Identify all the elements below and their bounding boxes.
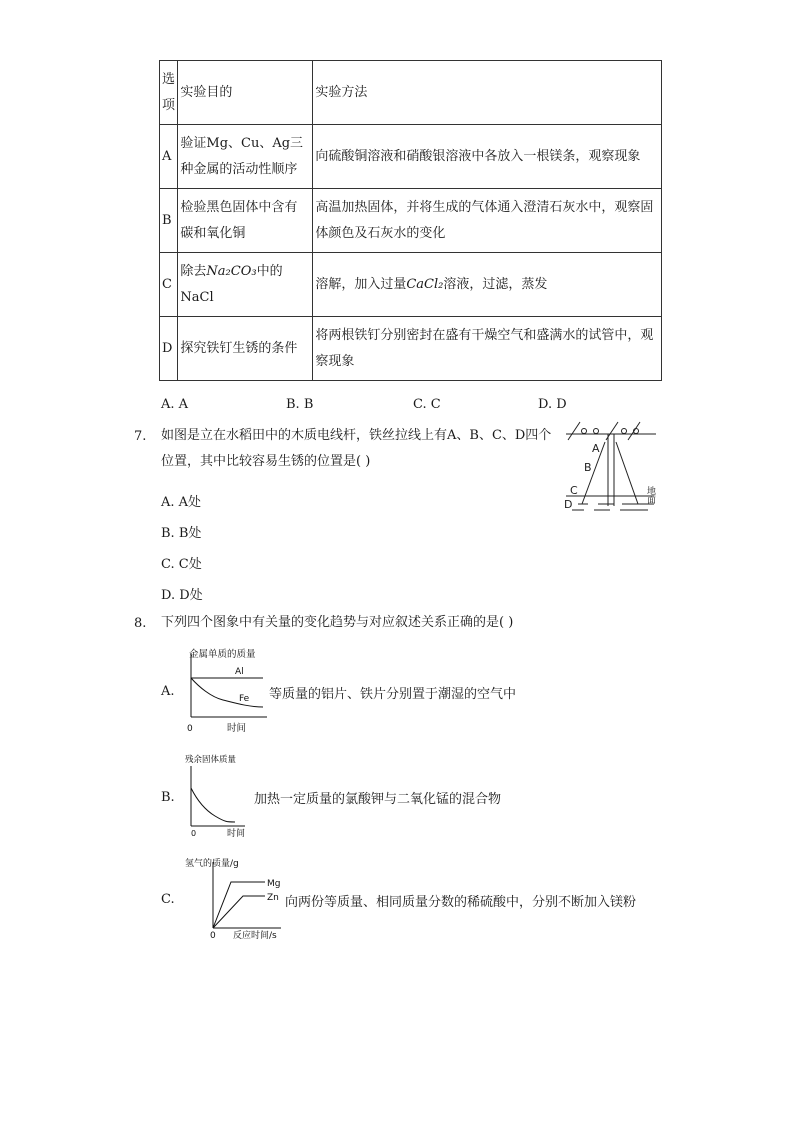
series-zn-line — [213, 896, 265, 928]
row-option: A — [160, 125, 178, 189]
figure-label-b: B — [584, 461, 592, 474]
q7-text: 如图是立在水稻田中的木质电线杆，铁丝拉线上有A、B、C、D四个位置，其中比较容易生锈的位置是( ) — [161, 428, 552, 469]
table-row — [160, 253, 662, 317]
row-method: 将两根铁钉分别密封在盛有干燥空气和盛满水的试管中，观察现象 — [313, 317, 662, 381]
row-goal: 探究铁钉生锈的条件 — [178, 317, 313, 381]
chart-b — [183, 752, 253, 840]
series-fe-label: Fe — [239, 694, 250, 704]
row-method: 高温加热固体，并将生成的气体通入澄清石灰水中，观察固体颜色及石灰水的变化 — [313, 189, 662, 253]
utility-pole-figure — [558, 420, 662, 516]
header-goal: 实验目的 — [178, 61, 313, 125]
q7-number: 7. — [134, 429, 147, 444]
series-al-label: Al — [235, 667, 244, 677]
figure-label-c: C — [570, 484, 578, 497]
q6-option-c[interactable]: C. C — [413, 397, 441, 412]
q8-item-c-desc: 向两份等质量、相同质量分数的稀硫酸中，分别不断加入镁粉 — [285, 895, 637, 910]
residual-solid-curve — [191, 788, 235, 822]
table-row — [160, 317, 662, 381]
figure-label-a: A — [592, 442, 600, 455]
series-mg-label: Mg — [267, 879, 281, 889]
chart-a-ylabel: 金属单质的质量 — [189, 649, 256, 660]
series-zn-label: Zn — [267, 893, 279, 903]
chart-b-xlabel: 时间 — [227, 829, 246, 839]
row-method: 溶解，加入过量CaCl₂溶液，过滤，蒸发 — [313, 253, 662, 317]
row-goal: 除去Na₂CO₃中的NaCl — [178, 253, 313, 317]
q8-item-b-desc: 加热一定质量的氯酸钾与二氧化锰的混合物 — [254, 792, 502, 807]
header-option: 选项 — [160, 61, 178, 125]
row-option: B — [160, 189, 178, 253]
q7-choice-c[interactable]: C. C处 — [161, 557, 202, 572]
figure-label-ground: 地面 — [645, 486, 655, 504]
series-mg-line — [213, 882, 265, 928]
q8-number: 8. — [134, 616, 147, 631]
experiment-table — [159, 60, 662, 381]
q8-item-a-letter[interactable]: A. — [161, 684, 175, 699]
chart-a — [183, 645, 269, 735]
row-method: 向硫酸铜溶液和硝酸银溶液中各放入一根镁条，观察现象 — [313, 125, 662, 189]
q8-item-a-desc: 等质量的铝片、铁片分别置于潮湿的空气中 — [269, 687, 517, 702]
chem-formula: Na₂CO₃ — [206, 263, 257, 279]
q8-item-c-letter[interactable]: C. — [161, 892, 175, 907]
chart-c-origin: 0 — [210, 931, 216, 941]
q6-option-a[interactable]: A. A — [161, 397, 189, 412]
series-fe-line — [191, 678, 263, 707]
q7-choice-b[interactable]: B. B处 — [161, 526, 202, 541]
table-header-row — [160, 61, 662, 125]
q6-option-d[interactable]: D. D — [538, 397, 567, 412]
chart-c — [185, 856, 285, 942]
chart-a-xlabel: 时间 — [227, 723, 247, 734]
row-option: C — [160, 253, 178, 317]
q7-choice-a[interactable]: A. A处 — [161, 495, 202, 510]
figure-label-d: D — [564, 498, 573, 511]
chem-formula: CaCl₂ — [406, 276, 444, 292]
row-goal: 验证Mg、Cu、Ag三种金属的活动性顺序 — [178, 125, 313, 189]
chart-c-ylabel: 氢气的质量/g — [185, 859, 239, 869]
chart-b-ylabel: 残余固体质量 — [185, 755, 237, 765]
header-method: 实验方法 — [313, 61, 662, 125]
chart-c-xlabel: 反应时间/s — [233, 931, 277, 941]
chart-b-origin: 0 — [191, 829, 197, 838]
q8-text: 下列四个图象中有关量的变化趋势与对应叙述关系正确的是( ) — [161, 615, 514, 630]
row-option: D — [160, 317, 178, 381]
q7-choice-d[interactable]: D. D处 — [161, 588, 203, 603]
q8-item-b-letter[interactable]: B. — [161, 790, 175, 805]
table-row — [160, 189, 662, 253]
q6-option-b[interactable]: B. B — [286, 397, 314, 412]
table-row — [160, 125, 662, 189]
chart-a-origin: 0 — [187, 724, 193, 734]
row-goal: 检验黑色固体中含有碳和氧化铜 — [178, 189, 313, 253]
